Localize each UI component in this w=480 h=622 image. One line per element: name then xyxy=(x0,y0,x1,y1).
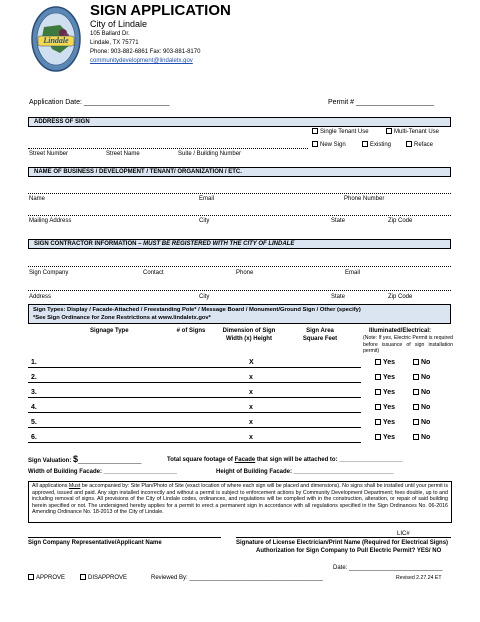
business-section-header xyxy=(28,167,451,177)
electrical-yes-checkbox[interactable] xyxy=(375,434,381,440)
new-sign-option[interactable] xyxy=(312,141,346,149)
sqft-text-a: Total square footage of xyxy=(167,457,235,463)
electrical-no-label: No xyxy=(421,434,431,441)
application-date-field[interactable]: Application Date: ______________________ xyxy=(29,99,170,106)
electrical-yes-label: Yes xyxy=(383,419,396,426)
electrical-no-checkbox[interactable] xyxy=(413,419,419,425)
dimension-x-separator: x xyxy=(249,404,253,411)
electrician-signature-line[interactable] xyxy=(236,537,451,538)
facade-width-field[interactable]: Width of Building Facade: ______________________ xyxy=(28,469,178,475)
contractor-state-label: State xyxy=(331,294,346,300)
contractor-title-a: SIGN CONTRACTOR INFORMATION – xyxy=(34,241,144,247)
disapprove-checkbox[interactable] xyxy=(80,574,86,580)
signage-row-number: 4. xyxy=(31,404,37,411)
disapprove-label: DISAPPROVE xyxy=(88,575,128,581)
date-field[interactable]: Date: ____________________________ xyxy=(333,565,443,571)
suite-label: Suite / Building Number xyxy=(178,151,242,157)
street-name-label: Street Name xyxy=(106,151,140,157)
contractor-address-label: Address xyxy=(29,294,52,300)
electrical-no-checkbox[interactable] xyxy=(413,434,419,440)
address-section-title: ADDRESS OF SIGN xyxy=(34,119,90,125)
notice-text-2: be accompanied by: Site Plan/Photo of Site (exact location of where each sign will be placed and dimensions). No signs shall be installed until your permit is approved, issued and paid. Any sign installed incorrectly and without a permit is subject to enforcement actions by Community Development Department; fees double, up to and including removal of signs. All provisions of the City of Lindale codes, ordinances, and regulations will be complied with in the construction, alteration, or repair of said building herein specified or not. The undersigned hereby applies for a permit to erect a permanent sign in accordance with all regulations specified in the Sign Ordinances No. 06-2016 Amending Ordinance No. 18-2013 of the City of Lindale. xyxy=(32,483,448,516)
electric-permit-authorization: Authorization for Sign Company to Pull Electric Permit? YES/ NO xyxy=(256,548,442,554)
city-phone: Phone: 903-882-6861 Fax: 903-881-8170 xyxy=(90,49,201,55)
street-number-label: Street Number xyxy=(29,151,69,157)
signage-row xyxy=(28,387,452,399)
signage-row xyxy=(28,357,452,369)
contractor-email-label: Email xyxy=(345,270,361,276)
electrical-yes-checkbox[interactable] xyxy=(375,374,381,380)
dimension-x-separator: X xyxy=(249,359,254,366)
sign-company-label: Sign Company xyxy=(29,270,69,276)
business-email-label: Email xyxy=(199,196,215,202)
reface-label: Reface xyxy=(414,142,434,148)
electrical-yes-checkbox[interactable] xyxy=(375,359,381,365)
electrical-yes-option[interactable] xyxy=(375,373,395,382)
electrician-signature-label: Signature of License Electrician/Print Name (Required for Electrical Signs) xyxy=(236,540,449,546)
notice-text-1: All applications xyxy=(32,483,69,489)
seal-text: Lindale xyxy=(43,36,69,45)
col-area xyxy=(293,327,347,343)
col-electrical-note: (Note: If yes, Electric Permit is required before issuance of sign installation permit) xyxy=(363,335,453,355)
dimension-x-separator: x xyxy=(249,419,253,426)
electrical-no-option[interactable] xyxy=(413,403,430,412)
electrical-no-label: No xyxy=(421,389,431,396)
valuation-label: Sign Valuation: xyxy=(28,458,72,464)
signage-row-number: 3. xyxy=(31,389,37,396)
notice-box xyxy=(28,481,452,523)
electrical-no-label: No xyxy=(421,419,431,426)
business-phone-label: Phone Number xyxy=(344,196,385,202)
city-address1: 105 Ballard Dr. xyxy=(90,31,130,37)
electrical-no-option[interactable] xyxy=(413,373,430,382)
lic-number-label: LIC# xyxy=(397,531,410,537)
facade-sqft-field[interactable] xyxy=(167,456,403,464)
signage-row-number: 5. xyxy=(31,419,37,426)
signage-row-line[interactable] xyxy=(28,412,361,413)
electrical-yes-label: Yes xyxy=(383,374,396,381)
single-tenant-checkbox[interactable] xyxy=(312,128,318,134)
sign-types-header xyxy=(28,304,451,324)
signage-row xyxy=(28,372,452,384)
col-area-line2: Square Feet xyxy=(302,336,338,342)
contractor-section-header xyxy=(28,239,451,249)
signage-row-line[interactable] xyxy=(28,382,361,383)
signage-row-number: 2. xyxy=(31,374,37,381)
single-tenant-label: Single Tenant Use xyxy=(320,129,369,135)
electrical-no-checkbox[interactable] xyxy=(413,374,419,380)
col-dimension-line2: Width (x) Height xyxy=(226,336,272,342)
col-dimension xyxy=(215,327,283,343)
sign-types-line2: *See Sign Ordinance for Zone Restrictions at www.lindaletx.gov* xyxy=(33,315,211,321)
mailing-address-label: Mailing Address xyxy=(29,218,72,224)
electrical-yes-option[interactable] xyxy=(375,418,395,427)
permit-number-field[interactable]: Permit # ____________________ xyxy=(328,99,434,106)
city-seal-logo xyxy=(30,5,82,75)
approve-option[interactable] xyxy=(28,574,65,582)
reface-checkbox[interactable] xyxy=(406,141,412,147)
disapprove-option[interactable] xyxy=(80,574,127,582)
col-num-signs-label: # of Signs xyxy=(176,328,206,334)
dimension-x-separator: x xyxy=(249,434,253,441)
single-tenant-option[interactable] xyxy=(312,128,369,136)
col-dimension-line1: Dimension of Sign xyxy=(222,328,276,334)
electrical-no-option[interactable] xyxy=(413,418,430,427)
business-line-1[interactable] xyxy=(28,193,451,194)
electrical-no-option[interactable] xyxy=(413,388,430,397)
form-title: SIGN APPLICATION xyxy=(90,2,231,19)
electrical-no-checkbox[interactable] xyxy=(413,359,419,365)
electrical-yes-label: Yes xyxy=(383,434,396,441)
dimension-x-separator: x xyxy=(249,374,253,381)
electrical-no-label: No xyxy=(421,359,431,366)
sign-valuation-field[interactable] xyxy=(28,455,141,465)
electrical-yes-option[interactable] xyxy=(375,403,395,412)
electrical-no-label: No xyxy=(421,404,431,411)
contractor-zip-label: Zip Code xyxy=(388,294,413,300)
facade-height-field[interactable]: Height of Building Facade: ______________________________ xyxy=(216,469,394,475)
reface-option[interactable] xyxy=(406,141,433,149)
electrical-yes-checkbox[interactable] xyxy=(375,419,381,425)
col-signage-type: Signage Type xyxy=(90,328,129,334)
business-state-label: State xyxy=(331,218,346,224)
business-zip-label: Zip Code xyxy=(388,218,413,224)
reviewed-by-field[interactable]: Reviewed By: ________________________________________ xyxy=(151,575,323,581)
electrical-yes-label: Yes xyxy=(383,404,396,411)
contractor-phone-label: Phone xyxy=(236,270,254,276)
electrical-no-checkbox[interactable] xyxy=(413,389,419,395)
signage-row-line[interactable] xyxy=(28,442,361,443)
col-electrical: Illuminated/Electrical: xyxy=(369,328,432,334)
city-address2: Lindale, TX 75771 xyxy=(90,40,139,46)
business-line-2[interactable] xyxy=(28,215,451,216)
signage-row xyxy=(28,417,452,429)
electrical-yes-option[interactable] xyxy=(375,388,395,397)
sign-types-line1: Sign Types: Display / Facade-Attached / Freestanding Pole* / Message Board / Monument/Ground Sign / Other (specify) xyxy=(33,307,361,313)
contact-label: Contact xyxy=(143,270,164,276)
electrical-no-option[interactable] xyxy=(413,433,430,442)
city-email-link[interactable]: communitydevelopment@lindaletx.gov xyxy=(90,58,193,64)
col-area-line1: Sign Area xyxy=(306,328,334,334)
signage-row-number: 6. xyxy=(31,434,37,441)
city-name: City of Lindale xyxy=(90,19,148,29)
dimension-x-separator: x xyxy=(249,389,253,396)
electrical-no-label: No xyxy=(421,374,431,381)
electrical-yes-option[interactable] xyxy=(375,433,395,442)
notice-must: Must xyxy=(68,483,81,489)
valuation-blank: ___________________ xyxy=(78,458,142,464)
electrical-yes-checkbox[interactable] xyxy=(375,389,381,395)
contractor-line-1[interactable] xyxy=(28,266,451,267)
electrical-no-checkbox[interactable] xyxy=(413,404,419,410)
sqft-text-b: that sign will be attached to: ___________________ xyxy=(255,457,403,463)
approve-label: APPROVE xyxy=(36,575,66,581)
rep-signature-label: Sign Company Representative/Applicant Name xyxy=(28,540,162,546)
signage-row xyxy=(28,402,452,414)
existing-label: Existing xyxy=(370,142,392,148)
electrical-yes-checkbox[interactable] xyxy=(375,404,381,410)
approve-checkbox[interactable] xyxy=(28,574,34,580)
signage-row-number: 1. xyxy=(31,359,37,366)
business-city-label: City xyxy=(199,218,210,224)
signage-row-line[interactable] xyxy=(28,397,361,398)
valuation-dollar: $ xyxy=(73,454,79,464)
business-section-title: NAME OF BUSINESS / DEVELOPMENT / TENANT/ ORGANIZATION / ETC. xyxy=(34,169,242,175)
sqft-text-facade: Facade xyxy=(234,457,256,463)
signage-row xyxy=(28,432,452,444)
new-sign-checkbox[interactable] xyxy=(312,141,318,147)
electrical-yes-label: Yes xyxy=(383,389,396,396)
contractor-title-b: MUST BE REGISTERED WITH THE CITY OF LINDALE xyxy=(143,241,295,247)
contractor-city-label: City xyxy=(199,294,210,300)
multi-tenant-label: Multi-Tenant Use xyxy=(394,129,440,135)
multi-tenant-option[interactable] xyxy=(386,128,439,136)
existing-option[interactable] xyxy=(362,141,391,149)
signage-row-line[interactable] xyxy=(28,367,361,368)
multi-tenant-checkbox[interactable] xyxy=(386,128,392,134)
address-section-header xyxy=(28,117,451,127)
contractor-line-2[interactable] xyxy=(28,290,451,291)
electrical-no-option[interactable] xyxy=(413,358,430,367)
signage-row-line[interactable] xyxy=(28,427,361,428)
new-sign-label: New Sign xyxy=(320,142,346,148)
rep-signature-line[interactable] xyxy=(28,537,221,538)
electrical-yes-option[interactable] xyxy=(375,358,395,367)
revised-note: Revised 2.27.24 ET xyxy=(396,575,442,581)
existing-checkbox[interactable] xyxy=(362,141,368,147)
col-num-signs xyxy=(176,327,206,335)
electrical-yes-label: Yes xyxy=(383,359,396,366)
address-input-line[interactable] xyxy=(28,148,308,149)
business-name-label: Name xyxy=(29,196,46,202)
